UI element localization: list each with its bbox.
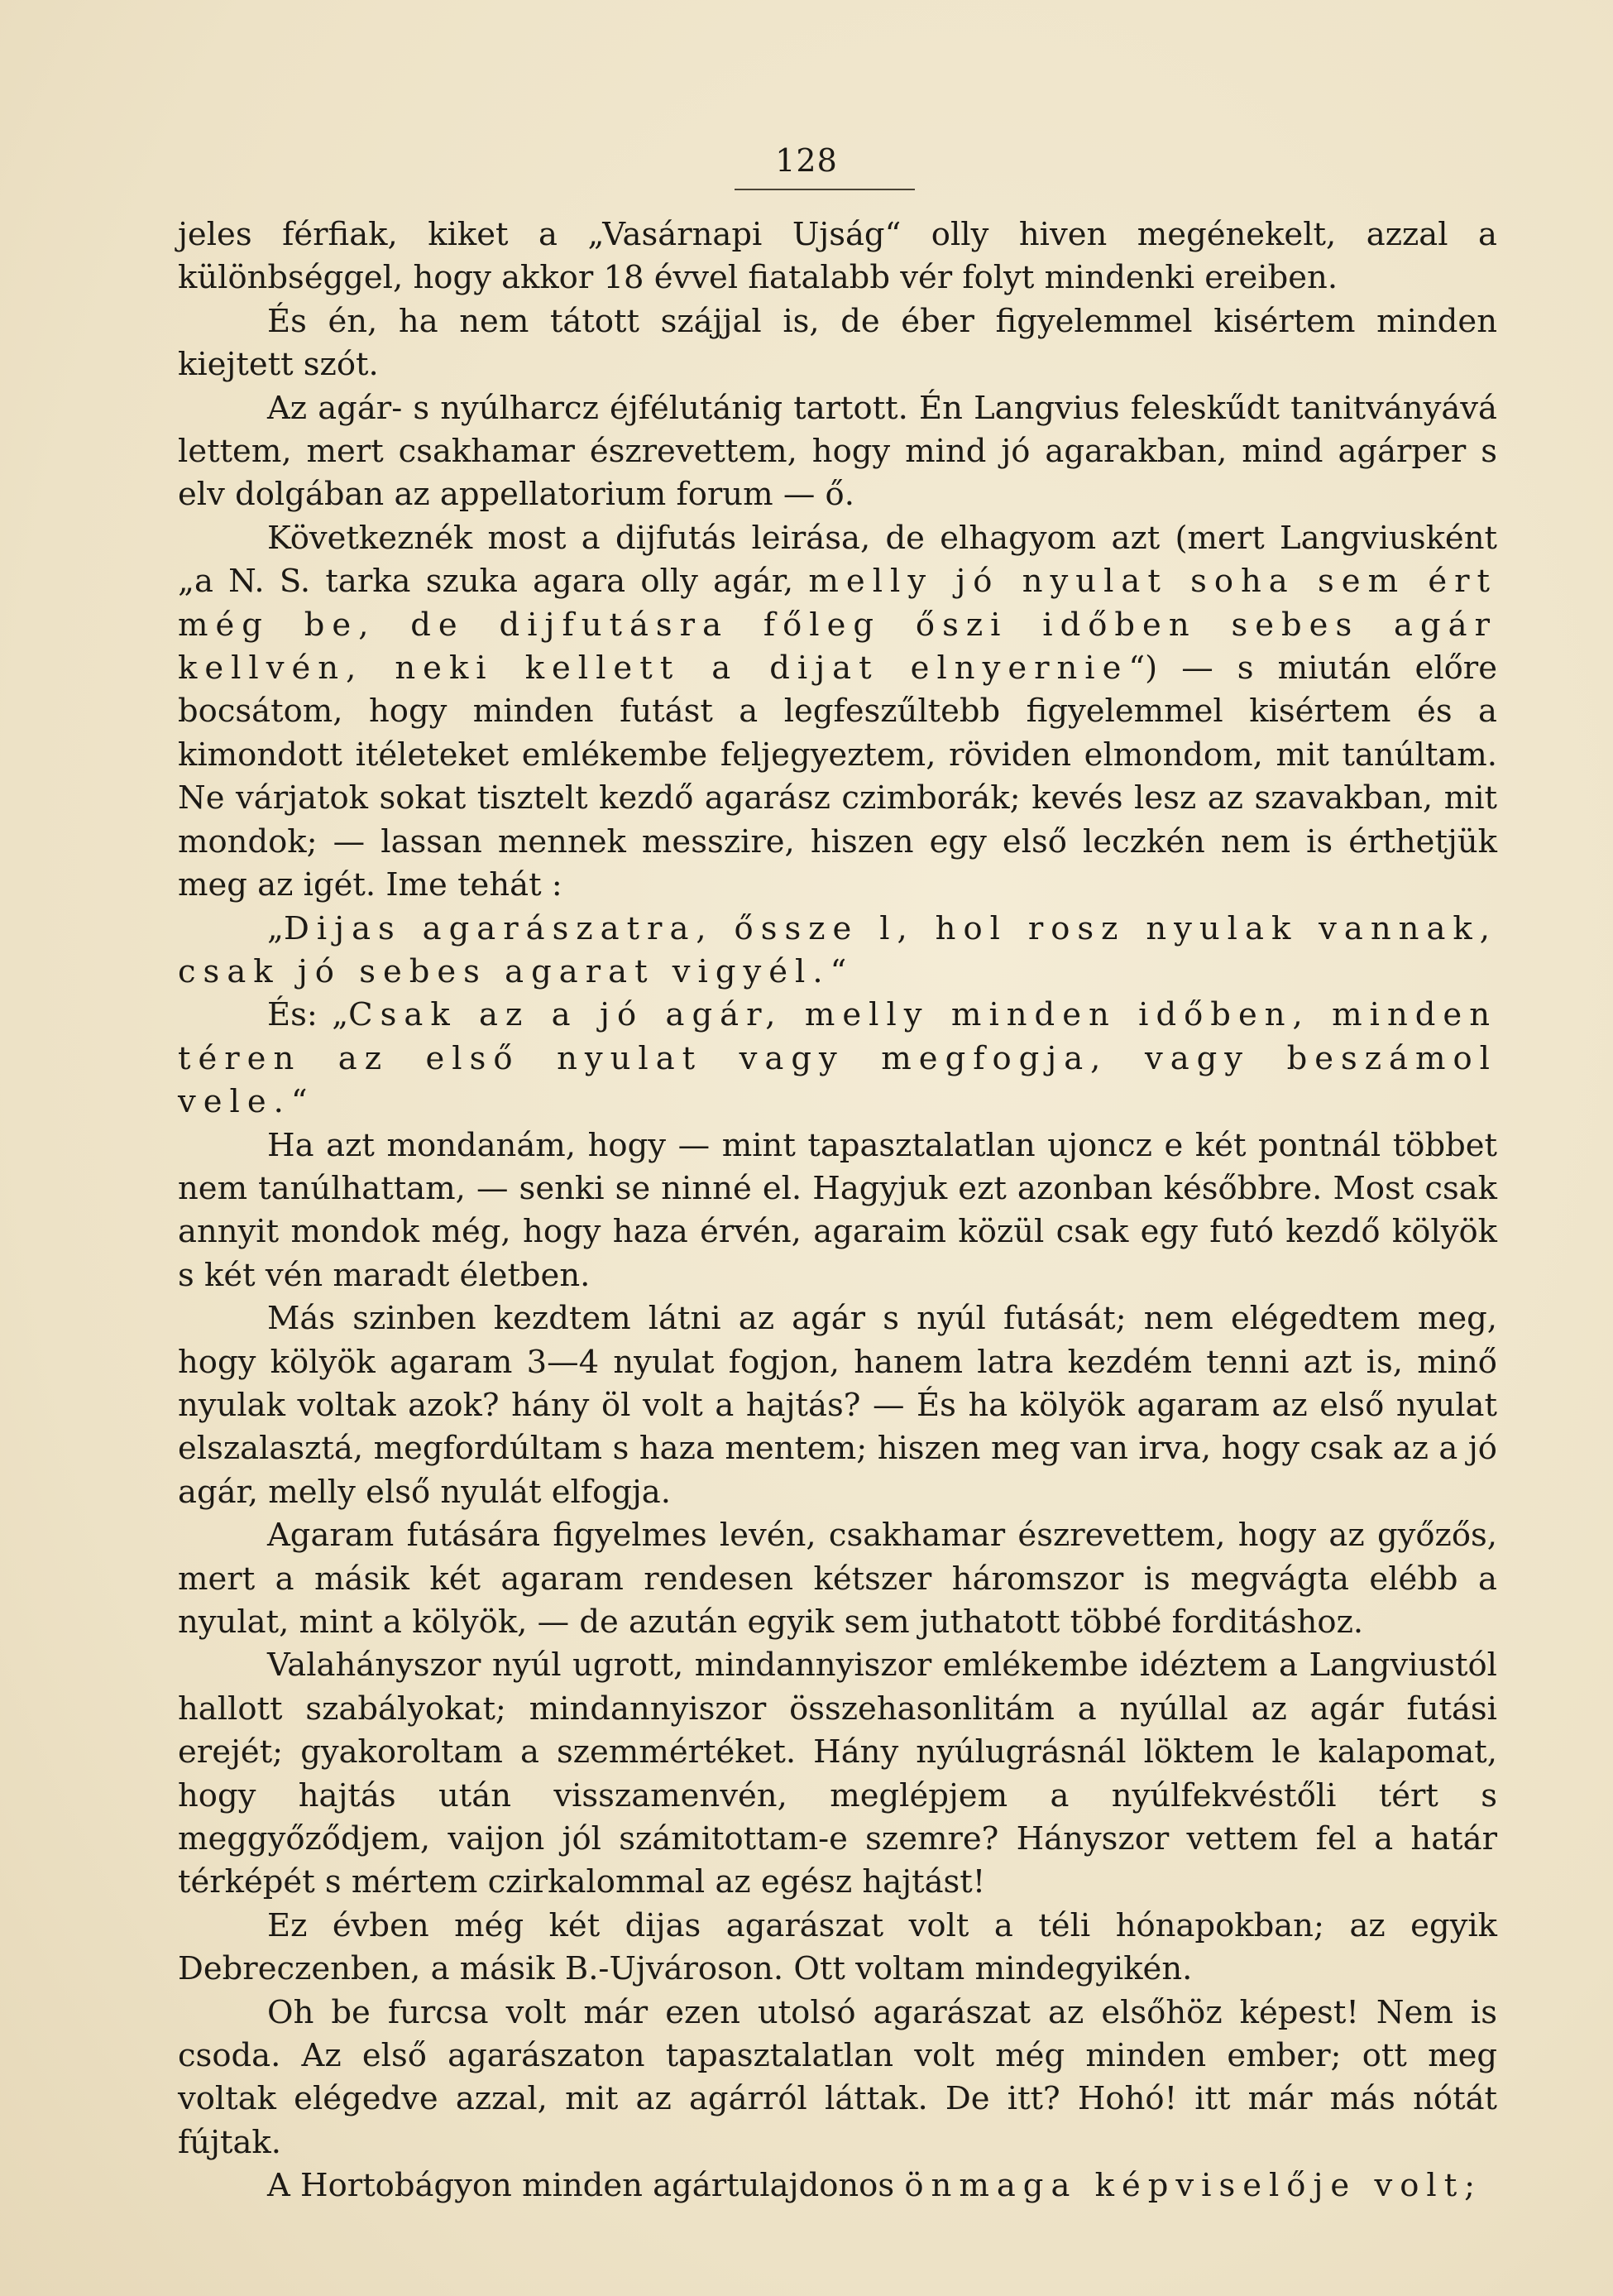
paragraph-text: A Hortobágyon minden agártulajdonos: [267, 2167, 905, 2205]
page-number: 128: [775, 142, 838, 179]
spaced-rule: Dijas agarászatra, őssze l, hol rosz nyulak vannak, csak jó sebes agarat vigyél.: [178, 909, 1497, 990]
paragraph-text: “) — s miután előre bocsátom, hogy minden futást a legfeszűltebb figyelemmel kisértem és a kimondott itéleteket emlékembe feljegyeztem, röviden elmondom, mit tanúltam. Ne várjatok sokat tisztelt kezdő agarász czimborák; kevés lesz az szavakban, mit mondok; — lassan mennek messzire, hiszen egy első leczkén nem is érthetjük meg az igét. Ime tehát :: [178, 649, 1497, 904]
paragraph: Oh be furcsa volt már ezen utolsó agarászat az elsőhöz képest! Nem is csoda. Az első agarászaton tapasztalatlan volt még minden ember; ott meg voltak elégedve azzal, mit az agárról láttak. De itt? Hohó! itt már más nótát fújtak.: [178, 1993, 1497, 2161]
paragraph: Az agár- s nyúlharcz éjfélutánig tartott. Én Langvius feleskűdt tanitványává lettem, mert csakhamar észrevettem, hogy mind jó agarakban, mind agárper s elv dolgában az appellatorium forum — ő.: [178, 389, 1497, 514]
paragraph-text: “: [830, 952, 847, 990]
paragraph: Valahányszor nyúl ugrott, mindannyiszor emlékembe idéztem a Langviustól hallott szabályokat; mindannyiszor összehasonlitám a nyúllal az agár futási erejét; gyakoroltam a szemmértéket. Hány nyúlugrásnál löktem le kalapomat, hogy hajtás után visszamenvén, meglépjem a nyúlfekvéstőli tért s meggyőződjem, vaijon jól számitottam-e szemre? Hányszor vettem fel a határ térképét s mértem czirkalommal az egész hajtást!: [178, 1647, 1497, 1901]
paragraph: Agaram futására figyelmes levén, csakhamar észrevettem, hogy az győzős, mert a másik két agaram rendesen kétszer háromszor is megvágta elébb a nyulat, mint a kölyök, — de azután egyik sem juthatott többé forditáshoz.: [178, 1517, 1497, 1641]
paragraph: És én, ha nem tátott szájjal is, de éber figyelemmel kisértem minden kiejtett szót.: [178, 302, 1497, 384]
paragraph: Ez évben még két dijas agarászat volt a téli hónapokban; az egyik Debreczenben, a másik B.-Ujvároson. Ott voltam mindegyikén.: [178, 1906, 1497, 1988]
spaced-rule: Csak az a jó agár, melly minden időben, minden téren az első nyulat vagy megfogja, vagy beszámol vele.: [178, 996, 1497, 1121]
header-rule: [735, 189, 915, 190]
paragraph: Ha azt mondanám, hogy — mint tapasztalatlan ujoncz e két pontnál többet nem tanúlhattam, — senki se ninné el. Hagyjuk ezt azonban későbbre. Most csak annyit mondok még, hogy haza érvén, agaraim közül csak egy futó kezdő kölyök s két vén maradt életben.: [178, 1126, 1497, 1294]
paragraph: [178, 994, 1497, 1124]
spaced-quote: melly jó nyulat soha sem ért még be, de dijfutásra főleg őszi időben sebes agár kellvén, neki kellett a dijat elnyernie: [178, 563, 1497, 688]
paragraph-text: Következnék most a dijfutás leirása, de elhagyom azt (mert Langviusként „a N. S. tarka szuka agara olly agár,: [178, 519, 1497, 601]
paragraph: [178, 517, 1497, 908]
spaced-phrase: önmaga képviselője volt;: [904, 2167, 1483, 2205]
paragraph-text: “: [290, 1083, 308, 1121]
paragraph-text: „: [267, 909, 284, 947]
paragraph: Más szinben kezdtem látni az agár s nyúl futását; nem elégedtem meg, hogy kölyök agaram 3—4 nyulat fogjon, hanem latra kezdém tenni azt is, minő nyulak voltak azok? hány öl volt a hajtás? — És ha kölyök agaram az első nyulat elszalasztá, megfordúltam s haza mentem; hiszen meg van irva, hogy csak az a jó agár, melly első nyulát elfogja.: [178, 1300, 1497, 1511]
body-text: [178, 213, 1497, 2208]
paragraph: [178, 908, 1497, 995]
paragraph: [178, 2164, 1497, 2207]
paragraph: jeles férfiak, kiket a „Vasárnapi Ujság“ olly hiven megénekelt, azzal a különbséggel, hogy akkor 18 évvel fiatalabb vér folyt mindenki ereiben.: [178, 216, 1497, 297]
paragraph-text: És: „: [267, 996, 349, 1034]
